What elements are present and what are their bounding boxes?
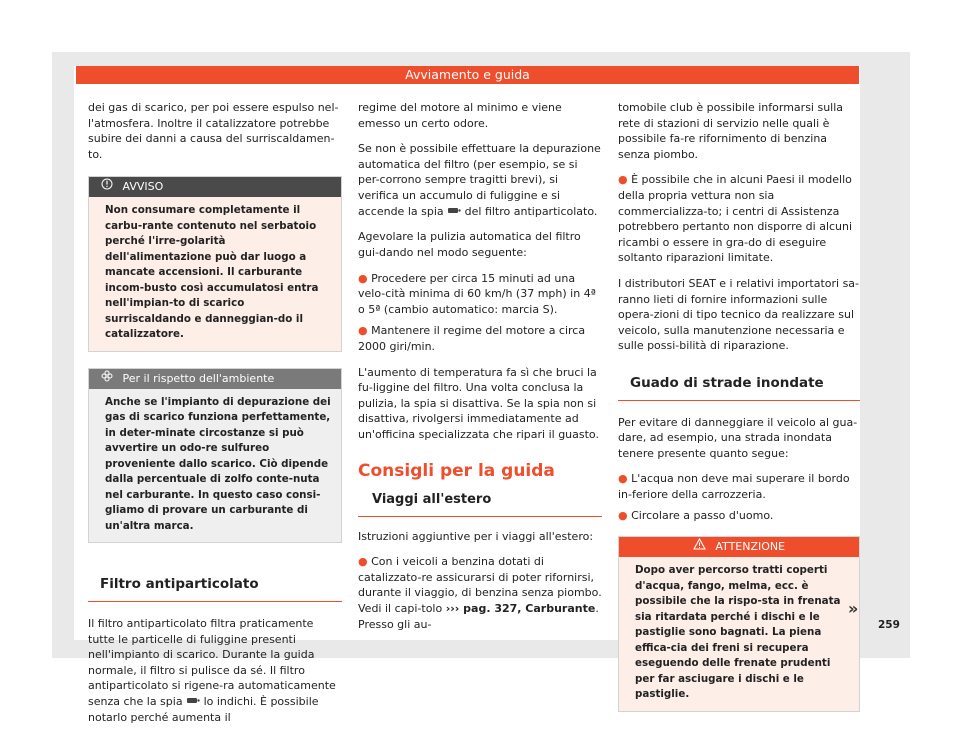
page-reference-link[interactable]: ››› pag. 327, Carburante xyxy=(445,602,596,616)
paragraph-guado: Per evitare di danneggiare il veicolo al gua-dare, ad esempio, una strada inondata tenere presente quanto segue: xyxy=(618,415,858,460)
bullet-item xyxy=(618,471,860,502)
bullet-text: L'acqua non deve mai superare il bordo in-feriore della carrozzeria. xyxy=(618,472,850,501)
avviso-title: AVVISO xyxy=(122,180,164,194)
bullet-dot: ● xyxy=(618,173,632,187)
section-title-consigli: Consigli per la guida xyxy=(358,461,555,482)
paragraph-agevolare: Agevolare la pulizia automatica del filtro gui-dando nel modo seguente: xyxy=(358,230,581,259)
paragraph-club: tomobile club è possibile informarsi sulla rete di stazioni di servizio nelle quali è possibile fa-re rifornimento di benzina senza piombo. xyxy=(618,101,844,161)
continue-mark: » xyxy=(848,599,859,618)
bullet-text: Con i veicoli a benzina dotati di catalizzato-re assicurarsi di poter rifornirsi, durante il viaggio, di benzina senza piombo. Vedi il capi-tolo xyxy=(358,555,602,616)
paragraph-distributori: I distributori SEAT e i relativi importatori sa-ranno lieti di fornire informazioni sulle opera-zioni di tipo tecnico da realizzare sul veicolo, sulla manutenzione necessaria e sulle possi-bilità di riparazione. xyxy=(618,276,860,353)
bullet-text: È possibile che in alcuni Paesi il modello della propria vettura non sia commercializza-to; i centri di Assistenza potrebbero pertanto non disporre di alcuni ricambi o essere in gra-do di eseguire soltanto riparazioni limitate. xyxy=(618,173,853,265)
attenzione-header xyxy=(619,537,859,557)
bullet-text: Mantenere il regime del motore a circa 2000 giri/min. xyxy=(358,324,586,353)
page-number: 259 xyxy=(878,619,900,631)
attenzione-box xyxy=(618,536,860,712)
column-1 xyxy=(88,100,342,735)
bullet-text-end: . Presso gli au- xyxy=(358,602,599,631)
avviso-box xyxy=(88,176,342,352)
filtro-text-a: Il filtro antiparticolato filtra praticamente tutte le particelle di fuliggine presenti nell'impianto di scarico. Durante la guida normale, il filtro si pulisce da sé. Il filtro antiparticolato si rigene-ra automaticamente senza che la spia xyxy=(88,616,336,708)
bullet-item xyxy=(358,554,602,632)
subsection-title-viaggi: Viaggi all'estero xyxy=(358,488,602,517)
intro-paragraph: dei gas di scarico, per poi essere espulso nel-l'atmosfera. Inoltre il catalizzatore potrebbe subire dei danni a causa del surriscaldamen-to. xyxy=(88,101,339,161)
particulate-filter-warning-icon xyxy=(447,204,461,220)
chapter-header: Avviamento e guida xyxy=(76,66,859,84)
bullet-item xyxy=(618,172,860,266)
bullet-dot: ● xyxy=(358,555,372,569)
environment-flower-icon xyxy=(101,369,113,389)
bullet-item xyxy=(358,323,602,354)
environment-body: Anche se l'impianto di depurazione dei gas di scarico funziona perfettamente, in deter-minate circostanze si può avvertire un odo-re sulfureo proveniente dallo scarico. Ciò dipende dalla percentuale di zolfo conte-nuta nel carburante. In questo caso consi-gliamo di provare un carburante di un'altra marca. xyxy=(89,389,341,543)
paragraph-temperatura: L'aumento di temperatura fa sì che bruci la fu-liggine del filtro. Una volta conclusa la pulizia, la spia si disattiva. Se la spia non si disattiva, rivolgersi immediatamente ad un'officina specializzata che ripari il guasto. xyxy=(358,365,599,441)
avviso-header xyxy=(89,177,341,197)
attenzione-body: Dopo aver percorso tratti coperti d'acqua, fango, melma, ecc. è possibile che la rispo-sta in frenata sia ritardata perché i dischi e le pastiglie sono bagnati. La piena effica-cia dei freni si recupera eseguendo delle frenate prudenti per far asciugare i dischi e le pastiglie. xyxy=(619,557,859,711)
paragraph-depurazione xyxy=(358,141,602,219)
attenzione-title: ATTENZIONE xyxy=(715,540,786,554)
environment-box xyxy=(88,368,342,544)
bullet-text: Procedere per circa 15 minuti ad una velo-cità minima di 60 km/h (37 mph) in 4ª o 5ª (cambio automatico: marcia S). xyxy=(358,271,596,316)
paragraph-istruzioni: Istruzioni aggiuntive per i viaggi all'estero: xyxy=(358,529,594,543)
avviso-body: Non consumare completamente il carbu-rante contenuto nel serbatoio perché l'irre-golarità dell'alimentazione può dar luogo a mancate accensioni. Il carburante incom-busto così accumulatosi entra nell'impian-to di scarico surriscaldando e danneggian-do il catalizzatore. xyxy=(89,197,341,351)
bullet-item xyxy=(358,271,602,318)
depurazione-text-b: del filtro antiparticolato. xyxy=(464,204,598,218)
paragraph-regime: regime del motore al minimo e viene emesso un certo odore. xyxy=(358,101,562,130)
filtro-paragraph xyxy=(88,616,342,725)
bullet-text: Circolare a passo d'uomo. xyxy=(631,509,774,523)
bullet-item xyxy=(618,508,860,524)
bullet-dot: ● xyxy=(618,509,632,523)
environment-title: Per il rispetto dell'ambiente xyxy=(122,371,275,385)
depurazione-text-a: Se non è possibile effettuare la depurazione automatica del filtro (per esempio, se si per-corrono sempre tragitti brevi), si verifica un accumulo di fuliggine e si accende la spia xyxy=(358,142,601,218)
filtro-text-b: lo indichi. È possibile notarlo perché aumenta il xyxy=(88,694,319,724)
bullet-dot: ● xyxy=(358,324,372,338)
bullet-dot: ● xyxy=(358,271,372,285)
particulate-filter-warning-icon xyxy=(186,694,200,710)
column-2 xyxy=(358,100,602,638)
environment-header xyxy=(89,369,341,389)
section-title-filtro: Filtro antiparticolato xyxy=(88,569,342,602)
bullet-dot: ● xyxy=(618,472,632,486)
column-3 xyxy=(618,100,860,712)
info-circle-icon xyxy=(101,177,113,197)
section-title-guado: Guado di strade inondate xyxy=(618,368,860,401)
warning-triangle-icon xyxy=(693,537,706,557)
